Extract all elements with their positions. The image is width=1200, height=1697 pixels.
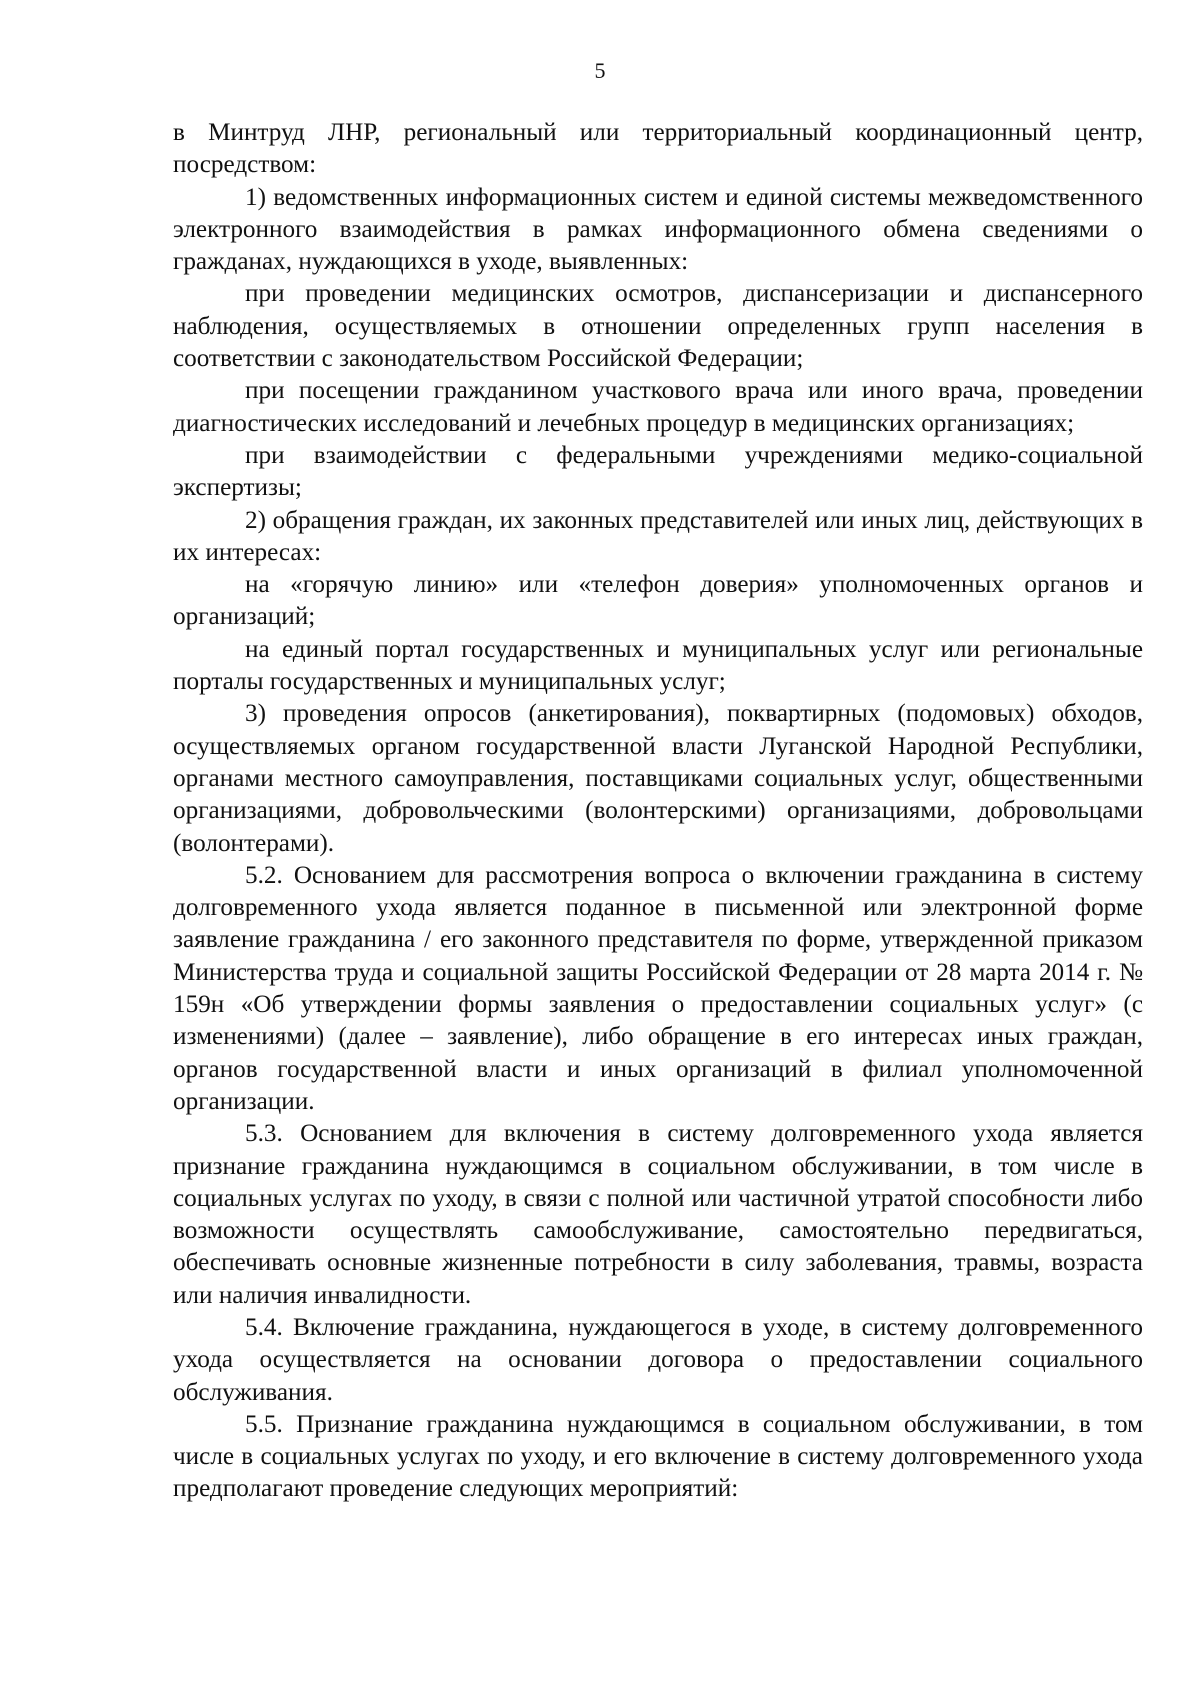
- paragraph-item-2-citizen-requests: 2) обращения граждан, их законных представителей или иных лиц, действующих в их интересах:: [173, 506, 1143, 566]
- page-number: 5: [594, 58, 606, 83]
- paragraph-5-3: 5.3. Основанием для включения в систему долговременного ухода является признание гражданина нуждающимся в социальном обслуживании, в том числе в социальных услугах по уходу, в связи с полной или частичной утратой способности либо возможности осуществлять самообслуживание, самостоятельно передвигаться, обеспечивать основные жизненные потребности в силу заболевания, травмы, возраста или наличия инвалидности.: [173, 1120, 1143, 1309]
- paragraph-item-3-surveys: 3) проведения опросов (анкетирования), поквартирных (подомовых) обходов, осуществляемых органом государственной власти Луганской Народной Республики, органами местного самоуправления, поставщиками социальных услуг, общественными организациями, добровольческими (волонтерскими) организациями, добровольцами (волонтерами).: [173, 700, 1143, 857]
- paragraph-recipient-channels: в Минтруд ЛНР, региональный или территориальный координационный центр, посредством:: [173, 119, 1143, 179]
- paragraph-5-4: 5.4. Включение гражданина, нуждающегося в уходе, в систему долговременного ухода осуществляется на основании договора о предоставлении социального обслуживания.: [173, 1313, 1143, 1406]
- paragraph-public-services-portal: на единый портал государственных и муниципальных услуг или региональные порталы государственных и муниципальных услуг;: [173, 635, 1143, 696]
- paragraph-5-2: 5.2. Основанием для рассмотрения вопроса о включении гражданина в систему долговременного ухода является поданное в письменной или электронной форме заявление гражданина / его законного представителя по форме, утвержденной приказом Министерства труда и социальной защиты Российской Федерации от 28 марта 2014 г. № 159н «Об утверждении формы заявления о предоставлении социальных услуг» (с изменениями) (далее – заявление), либо обращение в его интересах иных граждан, органов государственной власти и иных организаций в филиал уполномоченной организации.: [173, 861, 1143, 1115]
- paragraph-medical-social-expertise: при взаимодействии с федеральными учреждениями медико-социальной экспертизы;: [173, 441, 1143, 502]
- paragraph-5-5: 5.5. Признание гражданина нуждающимся в социальном обслуживании, в том числе в социальных услугах по уходу, и его включение в систему долговременного ухода предполагают проведение следующих мероприятий:: [173, 1410, 1143, 1503]
- document-body: [173, 117, 1143, 1506]
- paragraph-medical-examinations: при проведении медицинских осмотров, диспансеризации и диспансерного наблюдения, осуществляемых в отношении определенных групп населения в соответствии с законодательством Российской Федерации;: [173, 280, 1143, 373]
- paragraph-item-1-information-systems: 1) ведомственных информационных систем и единой системы межведомственного электронного взаимодействия в рамках информационного обмена сведениями о гражданах, нуждающихся в уходе, выявленных:: [173, 183, 1143, 276]
- paragraph-hotline: на «горячую линию» или «телефон доверия» уполномоченных органов и организаций;: [173, 571, 1143, 631]
- paragraph-doctor-visits: при посещении гражданином участкового врача или иного врача, проведении диагностических исследований и лечебных процедур в медицинских организациях;: [173, 377, 1143, 437]
